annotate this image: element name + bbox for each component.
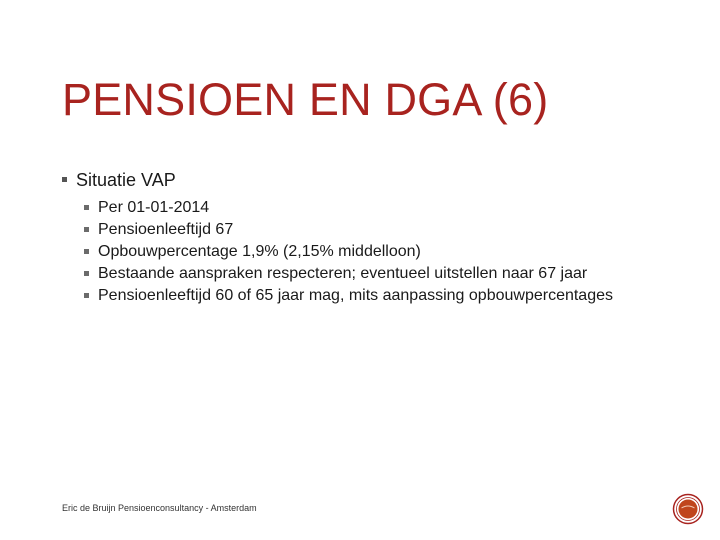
bullet-text: Situatie VAP bbox=[76, 170, 176, 190]
square-bullet-icon bbox=[62, 177, 67, 182]
sub-bullet-item bbox=[84, 242, 682, 262]
square-bullet-icon bbox=[84, 205, 89, 210]
sub-bullet-item bbox=[84, 220, 682, 240]
sub-bullet-text: Per 01-01-2014 bbox=[98, 199, 210, 216]
square-bullet-icon bbox=[84, 249, 89, 254]
sub-bullet-list bbox=[84, 198, 682, 306]
sub-bullet-item bbox=[84, 264, 682, 284]
sub-bullet-text: Pensioenleeftijd 67 bbox=[98, 221, 234, 238]
circle-logo-icon bbox=[672, 493, 704, 525]
square-bullet-icon bbox=[84, 293, 89, 298]
bullet-item bbox=[62, 168, 682, 192]
sub-bullet-item bbox=[84, 198, 682, 218]
sub-bullet-text: Opbouwpercentage 1,9% (2,15% middelloon) bbox=[98, 243, 421, 260]
slide-content bbox=[62, 168, 682, 308]
square-bullet-icon bbox=[84, 227, 89, 232]
slide-title: PENSIOEN EN DGA (6) bbox=[62, 74, 549, 125]
sub-bullet-text: Pensioenleeftijd 60 of 65 jaar mag, mits aanpassing opbouwpercentages bbox=[98, 287, 613, 304]
sub-bullet-item bbox=[84, 286, 682, 306]
sub-bullet-text: Bestaande aanspraken respecteren; eventueel uitstellen naar 67 jaar bbox=[98, 265, 588, 282]
slide-footer: Eric de Bruijn Pensioenconsultancy - Amsterdam bbox=[62, 503, 257, 513]
square-bullet-icon bbox=[84, 271, 89, 276]
